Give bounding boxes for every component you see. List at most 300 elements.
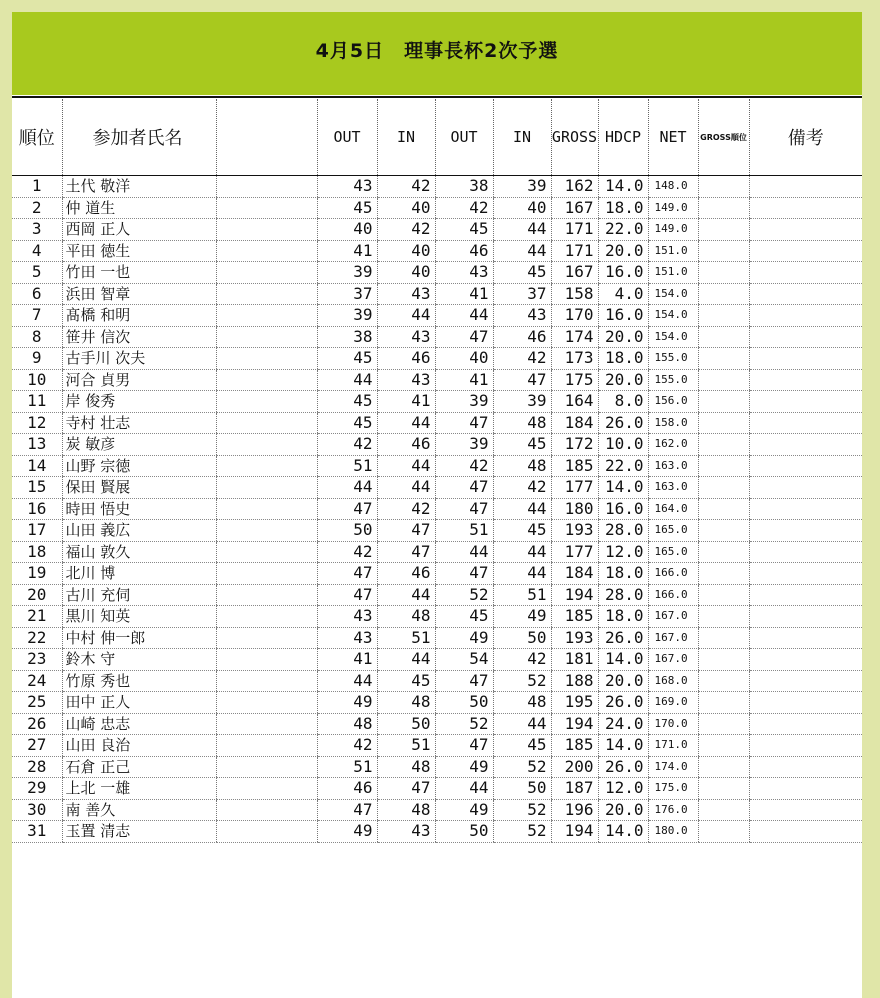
out1-cell: 45 — [317, 391, 377, 413]
table-row — [12, 498, 862, 520]
net-cell: 148.0 — [648, 176, 698, 198]
spacer-cell — [216, 477, 317, 499]
gross-cell: 171 — [551, 240, 598, 262]
out1-cell: 43 — [317, 627, 377, 649]
name-cell: 上北 一雄 — [62, 778, 216, 800]
in1-cell: 43 — [377, 283, 435, 305]
in1-cell: 44 — [377, 455, 435, 477]
in1-cell: 48 — [377, 799, 435, 821]
net-cell: 151.0 — [648, 262, 698, 284]
net-cell: 166.0 — [648, 563, 698, 585]
out2-cell: 47 — [435, 735, 493, 757]
in1-cell: 42 — [377, 176, 435, 198]
gross-rank-cell — [698, 477, 749, 499]
remarks-cell — [749, 391, 862, 413]
remarks-cell — [749, 412, 862, 434]
table-row — [12, 670, 862, 692]
rank-cell: 14 — [12, 455, 62, 477]
gross-cell: 185 — [551, 606, 598, 628]
gross-cell: 164 — [551, 391, 598, 413]
hdcp-cell: 18.0 — [598, 606, 648, 628]
out1-cell: 46 — [317, 778, 377, 800]
name-cell: 河合 貞男 — [62, 369, 216, 391]
name-cell: 山崎 忠志 — [62, 713, 216, 735]
in2-cell: 43 — [493, 305, 551, 327]
header-name: 参加者氏名 — [62, 99, 216, 176]
rank-cell: 26 — [12, 713, 62, 735]
rank-cell: 9 — [12, 348, 62, 370]
gross-cell: 170 — [551, 305, 598, 327]
rank-cell: 22 — [12, 627, 62, 649]
out2-cell: 46 — [435, 240, 493, 262]
hdcp-cell: 26.0 — [598, 692, 648, 714]
name-cell: 竹田 一也 — [62, 262, 216, 284]
rank-cell: 24 — [12, 670, 62, 692]
gross-rank-cell — [698, 584, 749, 606]
header-gross: GROSS — [551, 99, 598, 176]
out2-cell: 49 — [435, 799, 493, 821]
remarks-cell — [749, 563, 862, 585]
rank-cell: 28 — [12, 756, 62, 778]
out1-cell: 44 — [317, 369, 377, 391]
table-row — [12, 692, 862, 714]
hdcp-cell: 26.0 — [598, 627, 648, 649]
hdcp-cell: 12.0 — [598, 778, 648, 800]
gross-rank-cell — [698, 799, 749, 821]
table-row — [12, 584, 862, 606]
header-remarks: 備考 — [749, 99, 862, 176]
spacer-cell — [216, 541, 317, 563]
hdcp-cell: 20.0 — [598, 799, 648, 821]
gross-cell: 188 — [551, 670, 598, 692]
in2-cell: 48 — [493, 412, 551, 434]
table-row — [12, 649, 862, 671]
table-row — [12, 283, 862, 305]
gross-cell: 185 — [551, 455, 598, 477]
remarks-cell — [749, 369, 862, 391]
name-cell: 西岡 正人 — [62, 219, 216, 241]
in1-cell: 40 — [377, 262, 435, 284]
out1-cell: 41 — [317, 649, 377, 671]
in1-cell: 48 — [377, 692, 435, 714]
name-cell: 黒川 知英 — [62, 606, 216, 628]
out1-cell: 44 — [317, 477, 377, 499]
name-cell: 時田 悟史 — [62, 498, 216, 520]
header-row — [12, 99, 862, 176]
hdcp-cell: 14.0 — [598, 735, 648, 757]
name-cell: 田中 正人 — [62, 692, 216, 714]
remarks-cell — [749, 606, 862, 628]
in1-cell: 44 — [377, 412, 435, 434]
in1-cell: 48 — [377, 606, 435, 628]
gross-cell: 174 — [551, 326, 598, 348]
out1-cell: 39 — [317, 305, 377, 327]
table-row — [12, 262, 862, 284]
table-row — [12, 778, 862, 800]
table-row — [12, 756, 862, 778]
table-row — [12, 326, 862, 348]
net-cell: 149.0 — [648, 197, 698, 219]
hdcp-cell: 14.0 — [598, 477, 648, 499]
out1-cell: 43 — [317, 606, 377, 628]
net-cell: 162.0 — [648, 434, 698, 456]
hdcp-cell: 14.0 — [598, 176, 648, 198]
in2-cell: 44 — [493, 541, 551, 563]
out1-cell: 51 — [317, 756, 377, 778]
spacer-cell — [216, 219, 317, 241]
remarks-cell — [749, 262, 862, 284]
remarks-cell — [749, 283, 862, 305]
out1-cell: 49 — [317, 821, 377, 843]
gross-cell: 173 — [551, 348, 598, 370]
header-rank: 順位 — [18, 128, 55, 149]
gross-cell: 177 — [551, 541, 598, 563]
in1-cell: 51 — [377, 627, 435, 649]
hdcp-cell: 18.0 — [598, 563, 648, 585]
in1-cell: 44 — [377, 477, 435, 499]
spacer-cell — [216, 326, 317, 348]
out2-cell: 47 — [435, 412, 493, 434]
remarks-cell — [749, 584, 862, 606]
in1-cell: 40 — [377, 197, 435, 219]
spacer-cell — [216, 369, 317, 391]
gross-rank-cell — [698, 326, 749, 348]
out1-cell: 43 — [317, 176, 377, 198]
out2-cell: 54 — [435, 649, 493, 671]
hdcp-cell: 20.0 — [598, 240, 648, 262]
table-row — [12, 541, 862, 563]
table-row — [12, 391, 862, 413]
gross-rank-cell — [698, 541, 749, 563]
in2-cell: 45 — [493, 520, 551, 542]
title-banner — [12, 12, 862, 95]
in1-cell: 44 — [377, 305, 435, 327]
remarks-cell — [749, 348, 862, 370]
remarks-cell — [749, 197, 862, 219]
out1-cell: 47 — [317, 799, 377, 821]
out1-cell: 47 — [317, 584, 377, 606]
spacer-cell — [216, 692, 317, 714]
rank-cell: 8 — [12, 326, 62, 348]
gross-rank-cell — [698, 305, 749, 327]
out2-cell: 50 — [435, 821, 493, 843]
rank-cell: 13 — [12, 434, 62, 456]
out1-cell: 48 — [317, 713, 377, 735]
out2-cell: 47 — [435, 498, 493, 520]
rank-cell: 18 — [12, 541, 62, 563]
rank-cell: 25 — [12, 692, 62, 714]
in2-cell: 48 — [493, 455, 551, 477]
gross-rank-cell — [698, 498, 749, 520]
hdcp-cell: 18.0 — [598, 348, 648, 370]
out1-cell: 51 — [317, 455, 377, 477]
in1-cell: 42 — [377, 498, 435, 520]
spacer-cell — [216, 520, 317, 542]
spacer-cell — [216, 348, 317, 370]
remarks-cell — [749, 520, 862, 542]
remarks-cell — [749, 756, 862, 778]
page-title: 4月5日 理事長杯2次予選 — [315, 40, 559, 62]
spacer-cell — [216, 434, 317, 456]
hdcp-cell: 16.0 — [598, 262, 648, 284]
in2-cell: 48 — [493, 692, 551, 714]
hdcp-cell: 20.0 — [598, 369, 648, 391]
header-in-1: IN — [377, 99, 435, 176]
name-cell: 寺村 壮志 — [62, 412, 216, 434]
in2-cell: 50 — [493, 627, 551, 649]
gross-cell: 187 — [551, 778, 598, 800]
out2-cell: 47 — [435, 670, 493, 692]
in2-cell: 37 — [493, 283, 551, 305]
net-cell: 163.0 — [648, 455, 698, 477]
name-cell: 古手川 次夫 — [62, 348, 216, 370]
rank-cell: 12 — [12, 412, 62, 434]
out2-cell: 42 — [435, 455, 493, 477]
header-out-1: OUT — [317, 99, 377, 176]
rank-cell: 19 — [12, 563, 62, 585]
out1-cell: 45 — [317, 197, 377, 219]
in2-cell: 44 — [493, 498, 551, 520]
table-row — [12, 735, 862, 757]
net-cell: 170.0 — [648, 713, 698, 735]
out1-cell: 42 — [317, 735, 377, 757]
in2-cell: 42 — [493, 649, 551, 671]
table-row — [12, 219, 862, 241]
in2-cell: 46 — [493, 326, 551, 348]
gross-rank-cell — [698, 369, 749, 391]
gross-rank-cell — [698, 434, 749, 456]
name-cell: 山野 宗徳 — [62, 455, 216, 477]
gross-rank-cell — [698, 262, 749, 284]
remarks-cell — [749, 219, 862, 241]
in2-cell: 52 — [493, 821, 551, 843]
gross-rank-cell — [698, 176, 749, 198]
gross-cell: 184 — [551, 412, 598, 434]
hdcp-cell: 18.0 — [598, 197, 648, 219]
rank-cell: 2 — [12, 197, 62, 219]
in1-cell: 43 — [377, 326, 435, 348]
out1-cell: 39 — [317, 262, 377, 284]
hdcp-cell: 10.0 — [598, 434, 648, 456]
in1-cell: 47 — [377, 778, 435, 800]
net-cell: 176.0 — [648, 799, 698, 821]
gross-cell: 172 — [551, 434, 598, 456]
out1-cell: 41 — [317, 240, 377, 262]
out2-cell: 38 — [435, 176, 493, 198]
spacer-cell — [216, 391, 317, 413]
hdcp-cell: 28.0 — [598, 520, 648, 542]
net-cell: 154.0 — [648, 283, 698, 305]
in1-cell: 40 — [377, 240, 435, 262]
net-cell: 149.0 — [648, 219, 698, 241]
in2-cell: 42 — [493, 348, 551, 370]
out2-cell: 52 — [435, 584, 493, 606]
hdcp-cell: 26.0 — [598, 412, 648, 434]
net-cell: 155.0 — [648, 369, 698, 391]
name-cell: 髙橋 和明 — [62, 305, 216, 327]
hdcp-cell: 24.0 — [598, 713, 648, 735]
spacer-cell — [216, 821, 317, 843]
net-cell: 154.0 — [648, 305, 698, 327]
in1-cell: 46 — [377, 434, 435, 456]
gross-cell: 193 — [551, 520, 598, 542]
in2-cell: 44 — [493, 563, 551, 585]
table-row — [12, 348, 862, 370]
gross-cell: 175 — [551, 369, 598, 391]
remarks-cell — [749, 670, 862, 692]
gross-rank-cell — [698, 412, 749, 434]
out2-cell: 41 — [435, 283, 493, 305]
in2-cell: 45 — [493, 434, 551, 456]
rank-cell: 23 — [12, 649, 62, 671]
spacer-cell — [216, 713, 317, 735]
out2-cell: 49 — [435, 627, 493, 649]
gross-rank-cell — [698, 240, 749, 262]
gross-rank-cell — [698, 778, 749, 800]
header-rule — [12, 96, 862, 98]
rank-cell: 11 — [12, 391, 62, 413]
name-cell: 炭 敏彦 — [62, 434, 216, 456]
gross-cell: 194 — [551, 821, 598, 843]
table-row — [12, 821, 862, 843]
remarks-cell — [749, 240, 862, 262]
name-cell: 古川 充伺 — [62, 584, 216, 606]
name-cell: 福山 敦久 — [62, 541, 216, 563]
out2-cell: 50 — [435, 692, 493, 714]
hdcp-cell: 12.0 — [598, 541, 648, 563]
table-row — [12, 520, 862, 542]
in1-cell: 42 — [377, 219, 435, 241]
remarks-cell — [749, 305, 862, 327]
name-cell: 岸 俊秀 — [62, 391, 216, 413]
in1-cell: 51 — [377, 735, 435, 757]
in2-cell: 50 — [493, 778, 551, 800]
gross-rank-cell — [698, 606, 749, 628]
out2-cell: 44 — [435, 305, 493, 327]
gross-rank-cell — [698, 713, 749, 735]
net-cell: 158.0 — [648, 412, 698, 434]
table-row — [12, 197, 862, 219]
hdcp-cell: 20.0 — [598, 326, 648, 348]
remarks-cell — [749, 498, 862, 520]
gross-cell: 194 — [551, 713, 598, 735]
gross-rank-cell — [698, 649, 749, 671]
net-cell: 169.0 — [648, 692, 698, 714]
gross-cell: 185 — [551, 735, 598, 757]
out1-cell: 47 — [317, 563, 377, 585]
gross-cell: 195 — [551, 692, 598, 714]
out2-cell: 51 — [435, 520, 493, 542]
remarks-cell — [749, 477, 862, 499]
in2-cell: 44 — [493, 240, 551, 262]
net-cell: 155.0 — [648, 348, 698, 370]
rank-cell: 3 — [12, 219, 62, 241]
rank-cell: 21 — [12, 606, 62, 628]
table-row — [12, 799, 862, 821]
hdcp-cell: 20.0 — [598, 670, 648, 692]
hdcp-cell: 16.0 — [598, 305, 648, 327]
results-table — [12, 99, 862, 843]
rank-cell: 17 — [12, 520, 62, 542]
hdcp-cell: 28.0 — [598, 584, 648, 606]
rank-cell: 10 — [12, 369, 62, 391]
out2-cell: 42 — [435, 197, 493, 219]
net-cell: 151.0 — [648, 240, 698, 262]
in2-cell: 39 — [493, 176, 551, 198]
hdcp-cell: 16.0 — [598, 498, 648, 520]
in2-cell: 44 — [493, 713, 551, 735]
net-cell: 180.0 — [648, 821, 698, 843]
gross-cell: 196 — [551, 799, 598, 821]
table-row — [12, 412, 862, 434]
remarks-cell — [749, 434, 862, 456]
out2-cell: 39 — [435, 434, 493, 456]
remarks-cell — [749, 627, 862, 649]
net-cell: 174.0 — [648, 756, 698, 778]
out1-cell: 49 — [317, 692, 377, 714]
hdcp-cell: 22.0 — [598, 219, 648, 241]
in2-cell: 45 — [493, 735, 551, 757]
spacer-cell — [216, 455, 317, 477]
table-row — [12, 713, 862, 735]
gross-rank-cell — [698, 692, 749, 714]
out2-cell: 44 — [435, 541, 493, 563]
out2-cell: 41 — [435, 369, 493, 391]
net-cell: 166.0 — [648, 584, 698, 606]
table-row — [12, 627, 862, 649]
out1-cell: 38 — [317, 326, 377, 348]
rank-cell: 20 — [12, 584, 62, 606]
net-cell: 163.0 — [648, 477, 698, 499]
out1-cell: 40 — [317, 219, 377, 241]
in2-cell: 52 — [493, 756, 551, 778]
gross-cell: 181 — [551, 649, 598, 671]
gross-cell: 193 — [551, 627, 598, 649]
gross-rank-cell — [698, 520, 749, 542]
name-cell: 笹井 信次 — [62, 326, 216, 348]
name-cell: 鈴木 守 — [62, 649, 216, 671]
out2-cell: 52 — [435, 713, 493, 735]
rank-cell: 7 — [12, 305, 62, 327]
in2-cell: 39 — [493, 391, 551, 413]
name-cell: 石倉 正己 — [62, 756, 216, 778]
remarks-cell — [749, 692, 862, 714]
out2-cell: 39 — [435, 391, 493, 413]
in2-cell: 49 — [493, 606, 551, 628]
table-row — [12, 455, 862, 477]
spacer-cell — [216, 412, 317, 434]
in1-cell: 48 — [377, 756, 435, 778]
table-row — [12, 563, 862, 585]
out1-cell: 50 — [317, 520, 377, 542]
name-cell: 竹原 秀也 — [62, 670, 216, 692]
rank-cell: 16 — [12, 498, 62, 520]
in2-cell: 52 — [493, 670, 551, 692]
spacer-cell — [216, 262, 317, 284]
net-cell: 165.0 — [648, 541, 698, 563]
spacer-cell — [216, 799, 317, 821]
spacer-cell — [216, 240, 317, 262]
gross-rank-cell — [698, 348, 749, 370]
in2-cell: 44 — [493, 219, 551, 241]
name-cell: 浜田 智章 — [62, 283, 216, 305]
gross-cell: 167 — [551, 262, 598, 284]
spacer-cell — [216, 584, 317, 606]
out1-cell: 45 — [317, 348, 377, 370]
in2-cell: 52 — [493, 799, 551, 821]
net-cell: 167.0 — [648, 627, 698, 649]
in1-cell: 43 — [377, 369, 435, 391]
